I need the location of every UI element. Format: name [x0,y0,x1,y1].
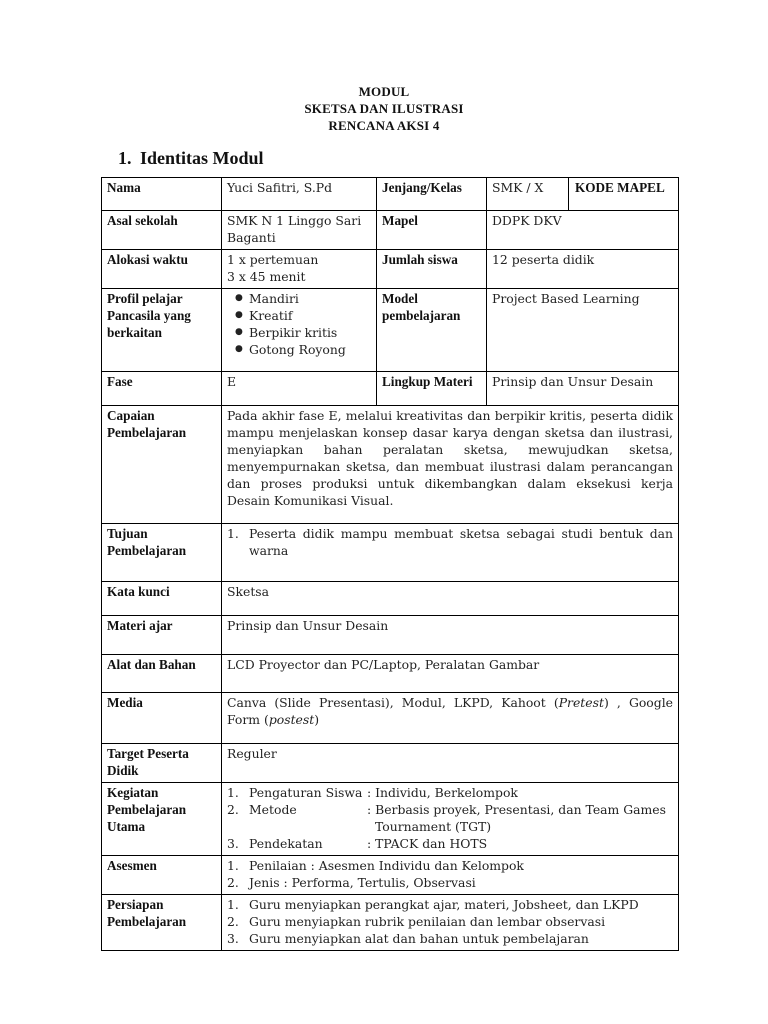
media-text-1: Canva (Slide Presentasi), Modul, LKPD, Kahoot ( [227,695,559,710]
label-fase: Fase [102,372,222,406]
table-row [102,524,679,582]
list-item [227,913,673,930]
label-persiapan: Persiapan Pembelajaran [102,895,222,951]
section-title: Identitas Modul [140,148,264,168]
label-jenjang: Jenjang/Kelas [377,178,487,211]
media-text-3: ) [314,712,320,727]
item-number: 3. [227,836,239,851]
item-text: Guru menyiapkan rubrik penilaian dan lembar observasi [249,914,606,929]
value-tujuan [222,524,679,582]
label-kegiatan: Kegiatan Pembelajaran Utama [102,783,222,856]
table-row [102,406,679,524]
list-item [227,857,673,874]
label-mapel: Mapel [377,211,487,250]
table-row [102,582,679,616]
item-text: Penilaian : Asesmen Individu dan Kelompok [249,858,524,873]
label-media: Media [102,693,222,744]
item-value: : Berbasis proyek, Presentasi, dan Team Games [367,802,666,817]
item-number: 2. [227,875,239,890]
label-profil-pelajar: Profil pelajar Pancasila yang berkaitan [102,289,222,372]
list-item [227,896,673,913]
item-continuation: Tournament (TGT) [375,819,492,834]
value-nama: Yuci Safitri, S.Pd [222,178,377,211]
value-media [222,693,679,744]
list-item [227,784,673,801]
value-alat-bahan: LCD Proyector dan PC/Laptop, Peralatan Gambar [222,655,679,693]
value-asesmen [222,856,679,895]
label-kata-kunci: Kata kunci [102,582,222,616]
table-row [102,372,679,406]
item-number: 1. [227,858,239,873]
label-jumlah-siswa: Jumlah siswa [377,250,487,289]
item-number: 1. [227,897,239,912]
table-row [102,178,679,211]
table-row [102,856,679,895]
value-jenjang: SMK / X [487,178,569,211]
value-alokasi-waktu [222,250,377,289]
list-item: ● Gotong Royong [249,341,371,358]
identity-table [101,177,679,951]
media-pretest: Pretest [558,695,604,710]
media-postest: postest [268,712,315,727]
list-item [227,930,673,947]
table-row [102,783,679,856]
item-value: : TPACK dan HOTS [367,836,488,851]
doc-title-line-2: SKETSA DAN ILUSTRASI [304,101,464,116]
value-model-pembelajaran: Project Based Learning [487,289,679,372]
value-jumlah-siswa: 12 peserta didik [487,250,679,289]
item-text: Guru menyiapkan alat dan bahan untuk pembelajaran [249,931,589,946]
list-item: ● Berpikir kritis [249,324,371,341]
label-asal-sekolah: Asal sekolah [102,211,222,250]
label-asesmen: Asesmen [102,856,222,895]
label-tujuan: Tujuan Pembelajaran [102,524,222,582]
value-kata-kunci: Sketsa [222,582,679,616]
value-persiapan [222,895,679,951]
label-target: Target Peserta Didik [102,744,222,783]
item-key: Pendekatan [249,836,323,851]
tujuan-text: Peserta didik mampu membuat sketsa sebagai studi bentuk dan warna [249,526,673,558]
value-kegiatan [222,783,679,856]
label-capaian: Capaian Pembelajaran [102,406,222,524]
value-asal-sekolah: SMK N 1 Linggo Sari Baganti [222,211,377,250]
section-heading [118,148,264,169]
item-number: 2. [227,914,239,929]
table-row [102,655,679,693]
section-number: 1. [118,148,132,168]
tujuan-number: 1. [227,526,239,541]
profil-list [227,290,371,358]
item-text: Guru menyiapkan perangkat ajar, materi, Jobsheet, dan LKPD [249,897,639,912]
value-mapel: DDPK DKV [487,211,679,250]
item-number: 1. [227,785,239,800]
list-item [227,801,673,818]
value-target: Reguler [222,744,679,783]
label-alat-bahan: Alat dan Bahan [102,655,222,693]
item-text: Jenis : Performa, Tertulis, Observasi [249,875,476,890]
label-lingkup-materi: Lingkup Materi [377,372,487,406]
label-kode-mapel: KODE MAPEL [569,178,679,211]
label-alokasi-waktu: Alokasi waktu [102,250,222,289]
value-lingkup-materi: Prinsip dan Unsur Desain [487,372,679,406]
item-number: 2. [227,802,239,817]
table-row [102,895,679,951]
value-materi-ajar: Prinsip dan Unsur Desain [222,616,679,655]
doc-title-line-1: MODUL [358,84,410,99]
table-row [102,744,679,783]
item-key: Metode [249,802,297,817]
table-row [102,211,679,250]
label-materi-ajar: Materi ajar [102,616,222,655]
item-value: : Individu, Berkelompok [367,785,518,800]
alokasi-line-1: 1 x pertemuan [227,252,319,267]
table-row [102,289,679,372]
item-number: 3. [227,931,239,946]
alokasi-line-2: 3 x 45 menit [227,269,306,284]
value-capaian: Pada akhir fase E, melalui kreativitas dan berpikir kritis, peserta didik mampu menjelaskan konsep dasar karya dengan sketsa dan ilustrasi, menyiapkan bahan peralatan sketsa, mewujudkan sketsa, menyempurnakan sketsa, dan membuat ilustrasi dalam perancangan dan proses produksi untuk dikembangkan dalam eksekusi kerja Desain Komunikasi Visual. [222,406,679,524]
list-item [227,835,673,852]
list-item [227,874,673,891]
table-row [102,616,679,655]
doc-title-line-3: RENCANA AKSI 4 [328,118,440,133]
value-profil-pelajar [222,289,377,372]
label-nama: Nama [102,178,222,211]
list-item: ● Kreatif [249,307,371,324]
media-text-2: ) , Google Form ( [227,695,673,727]
list-item: ● Mandiri [249,290,371,307]
value-fase: E [222,372,377,406]
table-row [102,250,679,289]
item-key: Pengaturan Siswa [249,785,363,800]
label-model-pembelajaran: Model pembelajaran [377,289,487,372]
table-row [102,693,679,744]
